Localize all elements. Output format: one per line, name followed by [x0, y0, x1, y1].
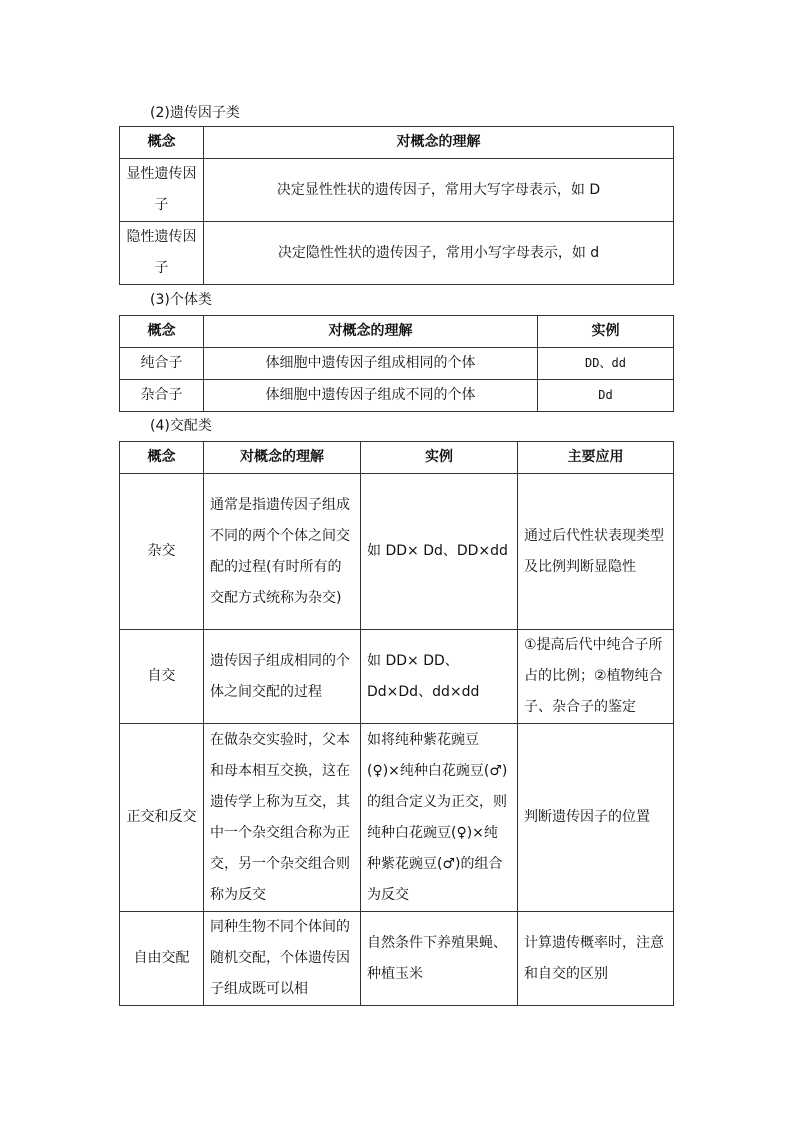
table-row: [120, 222, 674, 285]
understanding-cell: 决定隐性性状的遗传因子，常用小写字母表示，如 d: [204, 222, 674, 285]
header-understanding: 对概念的理解: [204, 127, 674, 159]
application-cell: 计算遗传概率时，注意和自交的区别: [518, 912, 674, 1006]
header-application: 主要应用: [518, 442, 674, 474]
concept-cell: 自由交配: [120, 912, 204, 1006]
individual-table: [119, 315, 674, 412]
table-row: [120, 380, 674, 412]
table-row: [120, 724, 674, 912]
example-cell: 自然条件下养殖果蝇、种植玉米: [361, 912, 518, 1006]
concept-cell: 显性遗传因子: [120, 159, 204, 222]
understanding-cell: 通常是指遗传因子组成不同的两个个体之间交配的过程(有时所有的交配方式统称为杂交): [204, 474, 361, 630]
header-concept: 概念: [120, 442, 204, 474]
concept-cell: 杂交: [120, 474, 204, 630]
header-concept: 概念: [120, 316, 204, 348]
table-row: [120, 159, 674, 222]
understanding-cell: 在做杂交实验时，父本和母本相互交换，这在遗传学上称为互交，其中一个杂交组合称为正交，另一个杂交组合则称为反交: [204, 724, 361, 912]
concept-cell: 纯合子: [120, 348, 204, 380]
example-cell: 如 DD× Dd、DD×dd: [361, 474, 518, 630]
table-row: [120, 912, 674, 1006]
table-row: [120, 348, 674, 380]
application-cell: ①提高后代中纯合子所占的比例；②植物纯合子、杂合子的鉴定: [518, 630, 674, 724]
table-row: [120, 474, 674, 630]
example-cell: Dd: [538, 380, 674, 412]
header-example: 实例: [361, 442, 518, 474]
understanding-cell: 同种生物不同个体间的随机交配，个体遗传因子组成既可以相: [204, 912, 361, 1006]
header-understanding: 对概念的理解: [204, 316, 538, 348]
concept-cell: 杂合子: [120, 380, 204, 412]
example-cell: DD、dd: [538, 348, 674, 380]
understanding-cell: 决定显性性状的遗传因子，常用大写字母表示，如 D: [204, 159, 674, 222]
header-concept: 概念: [120, 127, 204, 159]
understanding-cell: 体细胞中遗传因子组成相同的个体: [204, 348, 538, 380]
application-cell: 通过后代性状表现类型及比例判断显隐性: [518, 474, 674, 630]
section-title-mating: (4)交配类: [150, 418, 212, 434]
table-header-row: [120, 127, 674, 159]
understanding-cell: 遗传因子组成相同的个体之间交配的过程: [204, 630, 361, 724]
application-cell: 判断遗传因子的位置: [518, 724, 674, 912]
understanding-cell: 体细胞中遗传因子组成不同的个体: [204, 380, 538, 412]
table-header-row: [120, 442, 674, 474]
section-title-individual: (3)个体类: [150, 292, 212, 308]
mating-table: [119, 441, 674, 1006]
example-cell: 如将纯种紫花豌豆(♀)×纯种白花豌豆(♂)的组合定义为正交，则纯种白花豌豆(♀)×纯种紫花豌豆(♂)的组合为反交: [361, 724, 518, 912]
table-row: [120, 630, 674, 724]
section-title-genetic-factor: (2)遗传因子类: [150, 105, 240, 121]
header-understanding: 对概念的理解: [204, 442, 361, 474]
concept-cell: 隐性遗传因子: [120, 222, 204, 285]
concept-cell: 正交和反交: [120, 724, 204, 912]
genetic-factor-table: [119, 126, 674, 285]
concept-cell: 自交: [120, 630, 204, 724]
example-cell: 如 DD× DD、Dd×Dd、dd×dd: [361, 630, 518, 724]
table-header-row: [120, 316, 674, 348]
header-example: 实例: [538, 316, 674, 348]
